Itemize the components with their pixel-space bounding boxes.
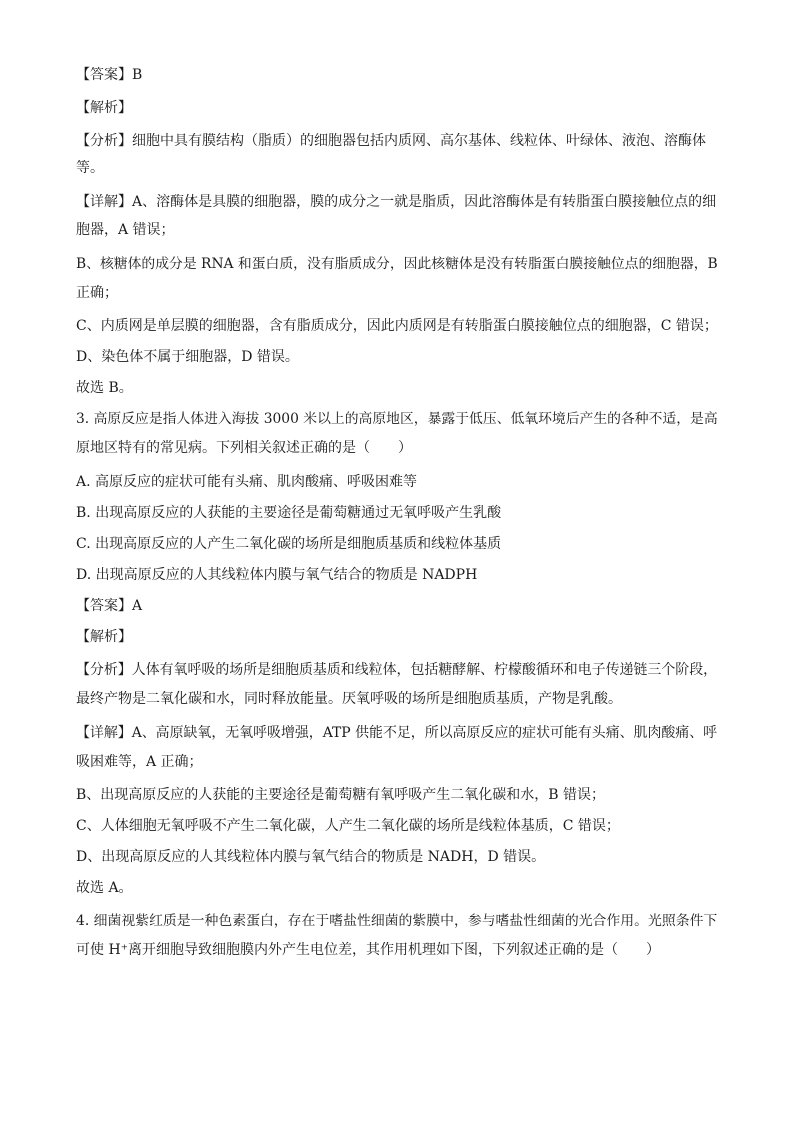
text-line: 【分析】人体有氧呼吸的场所是细胞质基质和线粒体，包括糖酵解、柠檬酸循环和电子传递链三个阶段，	[76, 662, 718, 678]
text-line: 【详解】A、高原缺氧，无氧呼吸增强，ATP 供能不足，所以高原反应的症状可能有头痛、肌肉酸痛、呼	[76, 725, 718, 741]
text-line: 正确；	[76, 285, 118, 301]
question-3-option-b: B. 出现高原反应的人获能的主要途径是葡萄糖通过无氧呼吸产生乳酸	[76, 505, 502, 521]
text-line: 【详解】A、溶酶体是具膜的细胞器，膜的成分之一就是脂质，因此溶酶体是有转脂蛋白膜接触位点的细	[76, 194, 717, 210]
analysis-label: 【解析】	[76, 629, 132, 645]
text-line: D、染色体不属于细胞器，D 错误。	[76, 349, 299, 365]
text-line: B、出现高原反应的人获能的主要途径是葡萄糖有氧呼吸产生二氧化碳和水，B 错误；	[76, 787, 606, 803]
text-line: B、核糖体的成分是 RNA 和蛋白质，没有脂质成分，因此核糖体是没有转脂蛋白膜接触位点的细胞器，B	[76, 256, 718, 272]
question-3-option-d: D. 出现高原反应的人其线粒体内膜与氧气结合的物质是 NADPH	[76, 567, 478, 583]
question-3-stem: 原地区特有的常见病。下列相关叙述正确的是（ ）	[76, 440, 412, 456]
question-4-stem: 可使 H⁺离开细胞导致细胞膜内外产生电位差，其作用机理如下图，下列叙述正确的是（ ）	[76, 942, 661, 958]
question-4-stem: 4. 细菌视紫红质是一种色素蛋白，存在于嗜盐性细菌的紫膜中，参与嗜盐性细菌的光合作用。光照条件下	[76, 913, 718, 929]
text-line: 故选 B。	[76, 380, 133, 396]
text-line: 胞器，A 错误；	[76, 222, 175, 238]
text-line: 最终产物是二氧化碳和水，同时释放能量。厌氧呼吸的场所是细胞质基质，产物是乳酸。	[76, 691, 622, 707]
text-line: 吸困难等，A 正确；	[76, 754, 203, 770]
text-line: C、内质网是单层膜的细胞器，含有脂质成分，因此内质网是有转脂蛋白膜接触位点的细胞器，C 错误；	[76, 318, 718, 334]
answer-label: 【答案】A	[76, 598, 143, 614]
text-line: 故选 A。	[76, 880, 133, 896]
text-line: 等。	[76, 160, 104, 176]
question-3-option-c: C. 出现高原反应的人产生二氧化碳的场所是细胞质基质和线粒体基质	[76, 536, 502, 552]
text-line: C、人体细胞无氧呼吸不产生二氧化碳，人产生二氧化碳的场所是线粒体基质，C 错误；	[76, 818, 620, 834]
question-3-stem: 3. 高原反应是指人体进入海拔 3000 米以上的高原地区，暴露于低压、低氧环境后产生的各种不适，是高	[76, 411, 718, 427]
question-3-option-a: A. 高原反应的症状可能有头痛、肌肉酸痛、呼吸困难等	[76, 474, 418, 490]
text-line: D、出现高原反应的人其线粒体内膜与氧气结合的物质是 NADH，D 错误。	[76, 849, 546, 865]
answer-label: 【答案】B	[76, 67, 143, 83]
analysis-label: 【解析】	[76, 100, 132, 116]
text-line: 【分析】细胞中具有膜结构（脂质）的细胞器包括内质网、高尔基体、线粒体、叶绿体、液泡、溶酶体	[76, 133, 706, 149]
